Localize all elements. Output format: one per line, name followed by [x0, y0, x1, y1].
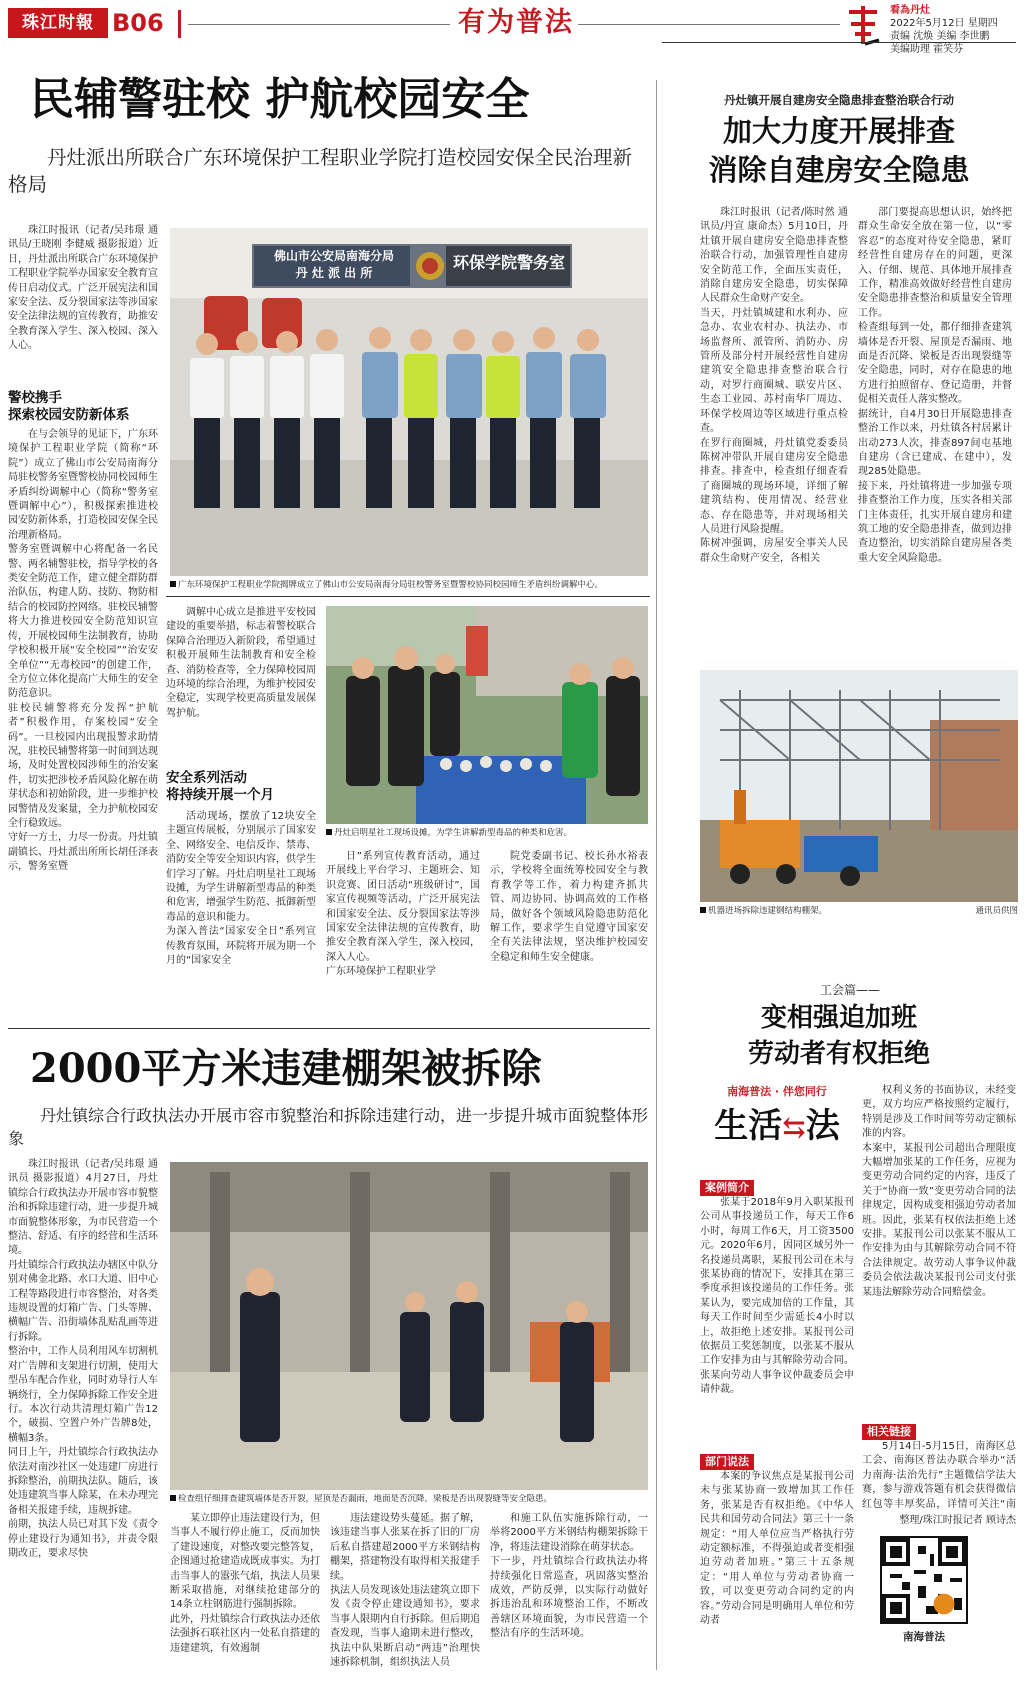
qr-code-icon — [882, 1538, 966, 1622]
article2-col1-text: 珠江时报讯（记者/陈时然 通讯员/丹宣 康命杰）5月10日，丹灶镇开展自建房安全隐患排查整治联合行动，加强管理性自建房安全防范工作，全面压实责任，消除自建房安全隐患，切实保障人民群众生命财产安全。 当天，丹灶镇城建和水利办、应急办、农业农村办、执法办、市场监督所、派管所、消防办、房管所及部分村开展经营性自建房建筑安全隐患排查整治联合行动，对罗行商圈城、联安片区、生态工业园、苏村南华厂周边、环保学校周边等区域进行重点检查。 在罗行商圈城，丹灶镇党委委员陈树冲带队开展自建房安全隐患排查。排查中，检查组仔细查看了商圈城的现场环境，详细了解建筑结构、使用情况、经营业态、存在隐患等，并对现场相关人员进行风险提醒。 陈树冲强调，房屋安全事关人民群众生命财产安全，各相关 — [700, 207, 848, 564]
article1-col2b-text: 活动现场，摆放了12块安全主题宣传展板，分别展示了国家安全、网络安全、电信反诈、禁毒、消防安全等安全知识内容，供学生们学习了解。丹灶启明星社工现场设摊，为学生讲解新型毒品的种类和危害，增强学生防范、抵御新型毒品的意识和能力。 为深入普法“国家安全日”系列宣传教育氛围，环院将开展为期一个月的“国家安全 — [166, 811, 316, 967]
article3-top-rule — [8, 1028, 650, 1029]
article3-photo-caption-text: 检查组仔细排查建筑墙体是否开裂，屋顶是否漏雨，地面是否沉降，梁板是否出现裂缝等安全隐患。 — [178, 1494, 553, 1504]
inspection-photo-graphic — [170, 1162, 648, 1490]
article3-col1-text: 珠江时报讯（记者/吴玮璟 通讯员 摄影报道）4月27日，丹灶镇综合行政执法办开展市容市貌整治和拆除违建行动，进一步提升城市面貌整体形象，为市民营造一个整洁、舒适、有序的经营和生活环境。 丹灶镇综合行政执法办辖区中队分别对佛金北路、水口大道、旧中心工程等路段进行市容整治，对各类违规设置的灯箱广告、门头等牌、横幅广告、沿街墙体乱贴乱画等进行拆除。 整治中，工作人员利用风车切割机对广告牌和支架进行切割，使用大型吊车配合作业，同时劝导行人车辆绕行，全力保障拆除工作安全进行。本次行动共清理灯箱广告12个，破损、空置户外广告牌8处，横幅3条。 同日上午，丹灶镇综合行政执法办依法对南沙社区一处违建厂房进行拆除整治，前期执法队。随后，该处违建筑当事人除某，在未办理完备相关报建手续，违规拆建。 前期，执法人员已对其下发《责令停止建设行为通知书》，并责令限期改正，要求尽快 — [8, 1159, 158, 1559]
article3-subtitle: 丹灶镇综合行政执法办开展市容市貌整治和拆除违建行动，进一步提升城市面貌整体形象 — [8, 1106, 649, 1148]
article1-photo2-caption — [326, 828, 648, 839]
link-section-label — [862, 1420, 916, 1440]
article1-col3-text: 日”系列宣传教育活动，通过开展线上平台学习、主题班会、知识竞赛、团日活动“班级研讨”，国家宣传视频等活动，广泛开展宪法和国家安全法、反分裂国家法等涉国家安全法律法规的宣传教育，助推安全教育深入学生，深入校园，深入人心。 广东环境保护工程职业学 — [326, 851, 480, 978]
law-section-label — [700, 1450, 754, 1470]
article1-photo1-caption — [170, 580, 648, 591]
link-section-tag: 相关链接 — [862, 1424, 916, 1440]
article2-top-rule — [662, 42, 1016, 43]
article4-title: 变相强迫加班 劳动者有权拒绝 — [747, 1003, 930, 1069]
article2-photo-credit: 通讯员供图 — [975, 906, 1018, 916]
article2-col2-text: 部门要提高思想认识，始终把群众生命安全放在第一位，以“零容忍”的态度对待安全隐患，紧盯经营性自建房存在的问题，更深入、仔细、规范、具体地开展排查工作，精准高效做好经营性自建房安全隐患排查整治和质量安全管理工作。 检查组每到一处，都仔细排查建筑墙体是否开裂、屋顶是否漏雨、地面是否沉降、梁板是否出现裂缝等安全隐患，同时，对存在隐患的地方进行拍照留存、登记造册，并督促相关责任人落实整改。 据统计，自4月30日开展隐患排查整治工作以来，丹灶镇各村居累计出动273人次，排查897间屯基地自建房（含已建成、在建中），发现285处隐患。 接下来，丹灶镇将进一步加强专项排查整治工作力度，压实各相关部门主体责任，扎实开展自建房和建筑工地的安全隐患排查，做到边排查边整治，切实消除自建房屋各类重大安全风险隐患。 — [858, 207, 1012, 564]
article1-col2b — [166, 810, 316, 1015]
article1-col1-text: 在与会领导的见证下，广东环境保护工程职业学院（简称“环院”）成立了佛山市公安局南海分局驻校警务室暨警校协同校园师生矛盾纠纷调解中心（简称“警务室暨调解中心”），积极探索推进校园安防新体系，打造校园安保全民治理新格局。 警务室暨调解中心将配备一名民警、两名辅警驻校，指导学校的各类安全防范工作，建立健全群防群治队伍，构建人防、技防、物防相结合的校园防控网络。驻校民辅警将大力推进校园安全防范知识宣传，开展校园师生法制教育，协助学校积极开展“安全校园”“治安安全单位”“无毒校园”的创建工作，全方位立体化提高广大师生的安全防范意识。 驻校民辅警将充分发挥“护航者”积极作用，存案校园“安全码”。一旦校园内出现报警求助情况，驻校民辅警将第一时间到达现场，及时处置校园涉师生的治安案件，切实把涉校矛盾风险化解在萌芽状态和初始阶段，进一步维护校园警情及发案量，全力护航校园安全行稳致远。 守好一方土，力尽一份责。丹灶镇副镇长、丹灶派出所所长胡任泽表示，警务室暨 — [8, 429, 158, 873]
demolition-photo-graphic — [700, 670, 1018, 902]
police-office-board: 环保学院警务室 — [452, 253, 565, 272]
article1-title: 民辅警驻校 护航校园安全 — [30, 74, 530, 125]
article3-col2-text: 某立即停止违法建设行为，但当事人不履行停止施工，反而加快了建设速度，对整改要完整答复，企图通过抢建造成既成事实。为打击当事人的嚣张气焰，执法人员果断采取措施，对继续抢建部分的14条立柱钢筋进行强制拆除。 此外，丹灶镇综合行政执法办还依法强拆石联社区内一处私自搭建的违建建筑，有效遏制 — [170, 1513, 320, 1654]
caption-marker — [700, 907, 706, 913]
article4-link — [862, 1440, 1016, 1512]
article1-lead — [8, 224, 158, 384]
article3-photo-inspection — [170, 1162, 648, 1490]
article2-col2 — [858, 206, 1012, 656]
article3-col3 — [330, 1512, 480, 1678]
case-section-tag: 案例简介 — [700, 1180, 754, 1196]
qr-code[interactable] — [880, 1536, 968, 1624]
life-law-badge — [700, 1084, 854, 1170]
header-divider — [178, 10, 181, 38]
article1-photo-booth — [326, 606, 648, 824]
article3-col2 — [170, 1512, 320, 1678]
article4-right — [862, 1084, 1016, 1414]
article2-title: 加大力度开展排查 消除自建房安全隐患 — [708, 114, 970, 187]
article1-col4-text: 院党委副书记、校长孙水裕表示，学校将全面统筹校园安全与教育教学等工作，着力构建齐抓共管、周边协同、协调高效的工作格局，做好各个领域风险隐患防范化解工作，要求学生自觉遵守国家安全有关法律法规，坚决维护校园安全稳定和师生安全健康。 — [490, 851, 648, 963]
article1-subhead2: 安全系列活动 将持续开展一个月 — [166, 770, 274, 803]
article4-right-text: 权利义务的书面协议，未经变更，双方均应严格按照约定履行，特别是涉及工作时间等劳动定额标准的内容。 本案中，某报刊公司超出合理限度大幅增加张某的工作任务，应视为变更劳动合同约定的内容，违反了关于“协商一致”变更劳动合同的法律规定，因构成变相强迫劳动者加班。因此，张某有权依法拒绝上述安排。某报刊公司以张某不服从工作安排为由与其解除劳动合同不符合法律规定。故劳动人事争议仲裁委员会依法裁决某报刊公司支付张某违法解除劳动合同赔偿金。 — [862, 1085, 1016, 1298]
police-station-sign: 佛山市公安局南海分局 丹 灶 派 出 所 — [273, 249, 394, 280]
ceremony-photo-graphic — [170, 228, 648, 576]
law-section-tag: 部门说法 — [700, 1454, 754, 1470]
qr-code-label: 南海普法 — [903, 1631, 945, 1643]
article4-case-text: 张某于2018年9月入职某报刊公司从事投递员工作，每天工作6小时，每周工作6天，月工资3500元。2020年6月，因同区域另外一名投递员离职，某报刊公司在未与张某协商的情况下，安排其在第三季度承担该投递员的工作任务。张某认为，要完成加倍的工作量，其每天工作时间至少需延长4小时以上，故拒绝上述安排。某报刊公司依据员工奖惩制度，以张某不服从工作安排为由与其解除劳动合同。张某向劳动人事争议仲裁委员会申请仲裁。 — [700, 1197, 854, 1396]
article3-col4 — [490, 1512, 648, 1678]
article1-col2 — [166, 606, 316, 766]
article1-col2-text: 调解中心成立是推进平安校园建设的重要举措，标志着警校联合保障合治理迈入新阶段，希望通过积极开展师生法制教育和安全检查、消防检查等，全力保障校园周边环境的综合治理，为维护校园安全稳定，实现学校更高质量发展保驾护航。 — [166, 607, 316, 719]
article2-photo-demolition — [700, 670, 1018, 902]
article2-col1 — [700, 206, 848, 656]
article1-col1 — [8, 428, 158, 1013]
booth-photo-graphic — [326, 606, 648, 824]
article4-law-text: 本案的争议焦点是某报刊公司未与张某协商一致增加其工作任务，张某是否有权拒绝。《中华人民共和国劳动合同法》第三十一条规定：“用人单位应当严格执行劳动定额标准，不得强迫或者变相强迫劳动者加班。”第三十五条规定：“用人单位与劳动者协商一致，可以变更劳动合同约定的内容。”劳动合同是明确用人单位和劳动者 — [700, 1471, 854, 1627]
article1-photo-ceremony — [170, 228, 648, 576]
caption-marker — [170, 1495, 176, 1501]
article1-photo2-caption-text: 丹灶启明星社工现场设摊，为学生讲解新型毒品的种类和危害。 — [334, 828, 573, 838]
assistant-line: 美编助理 霍笑芬 — [890, 44, 964, 55]
article1-col3 — [326, 850, 480, 1015]
issue-date: 2022年5月12日 星期四 — [890, 18, 998, 29]
article4-link-editor: 整理/珠江时报记者 顾诗杰 — [899, 1515, 1016, 1526]
article1-divider — [166, 596, 650, 597]
life-law-badge-top: 南海普法 · 伴您同行 — [727, 1085, 827, 1098]
article1-lead-text: 珠江时报讯（记者/吴玮璟 通讯员/王晓刚 李健威 摄影报道）近日，丹灶派出所联合广东环境保护工程职业学院举办国家安全教育宣传日启动仪式。广泛开展宪法和国家安全法、反分裂国家法等涉国家安全法律法规的宣传教育，助推安全教育深入学生、深入校园、深入人心。 — [8, 225, 158, 352]
article3-col3-text: 违法建设势头蔓延。据了解，该违建当事人张某在拆了旧的厂房后私自搭建超2000平方米钢结构棚架，搭建物没有取得相关报建手续。 执法人员发现该处违法建筑立即下发《责令停止建设通知书》，要求当事人限期内自行拆除。但后期追查发现，当事人逾期未进行整改，执法中队果断启动“两违”治理快速拆除机制，组织执法人员 — [330, 1513, 480, 1669]
caption-marker — [170, 581, 176, 587]
article1-subhead1: 警校携手 探索校园安防新体系 — [8, 390, 130, 423]
issue-info — [890, 4, 998, 56]
life-law-badge-word2: 法 — [805, 1106, 840, 1146]
header-rule-left — [188, 24, 450, 25]
article4-kicker: 工会篇—— — [820, 983, 881, 997]
case-section-label — [700, 1176, 754, 1196]
article2-kicker: 丹灶镇开展自建房安全隐患排查整治联合行动 — [724, 93, 954, 107]
header-rule-right — [578, 24, 840, 25]
column-title: 有为普法 — [458, 7, 574, 38]
article1-photo1-caption-text: 广东环境保护工程职业学院揭牌成立了佛山市公安局南海分局驻校警务室暨警校协同校园师生矛盾纠纷调解中心。 — [178, 580, 604, 590]
article1-col4 — [490, 850, 648, 1015]
article3-col4-text: 和施工队伍实施拆除行动，一举将2000平方米钢结构棚架拆除干净，将违法建设消除在萌芽状态。 下一步，丹灶镇综合行政执法办将持续强化日常巡查，巩固落实整治成效，严防反弹，以实际行动做好拆违治乱和环境整治工作，不断改善辖区环境面貌，为市民营造一个整洁有序的生活环境。 — [490, 1513, 648, 1640]
article3-title: 2000平方米违建棚架被拆除 — [30, 1045, 542, 1092]
brand-name: 看為丹灶 — [890, 5, 930, 16]
article4-law — [700, 1470, 854, 1678]
caption-marker — [326, 829, 332, 835]
article3-col1 — [8, 1158, 158, 1678]
arrows-icon: ⇆ — [782, 1111, 806, 1144]
editor-line: 责编 沈焕 美编 李世鹏 — [890, 31, 990, 42]
article2-photo-caption-text: 机器进场拆除违建钢结构棚架。 — [708, 906, 828, 916]
life-law-badge-word1: 生活 — [714, 1106, 783, 1146]
article3-photo-caption — [170, 1494, 648, 1505]
newspaper-logo: 珠江时報 — [8, 8, 108, 38]
article4-case — [700, 1196, 854, 1444]
page-number: B06 — [112, 9, 164, 37]
article2-photo-caption — [700, 906, 900, 917]
column-divider — [656, 80, 657, 1670]
article1-subtitle: 丹灶派出所联合广东环境保护工程职业学院打造校园安保全民治理新格局 — [8, 146, 633, 196]
article4-link-text: 5月14日-5月15日，南海区总工会、南海区普法办联合举办“活力南海·法治先行”主题微信学法大赛，参与游戏答题有机会获得微信红包等丰厚奖品，详情可关注“南 — [862, 1441, 1016, 1510]
